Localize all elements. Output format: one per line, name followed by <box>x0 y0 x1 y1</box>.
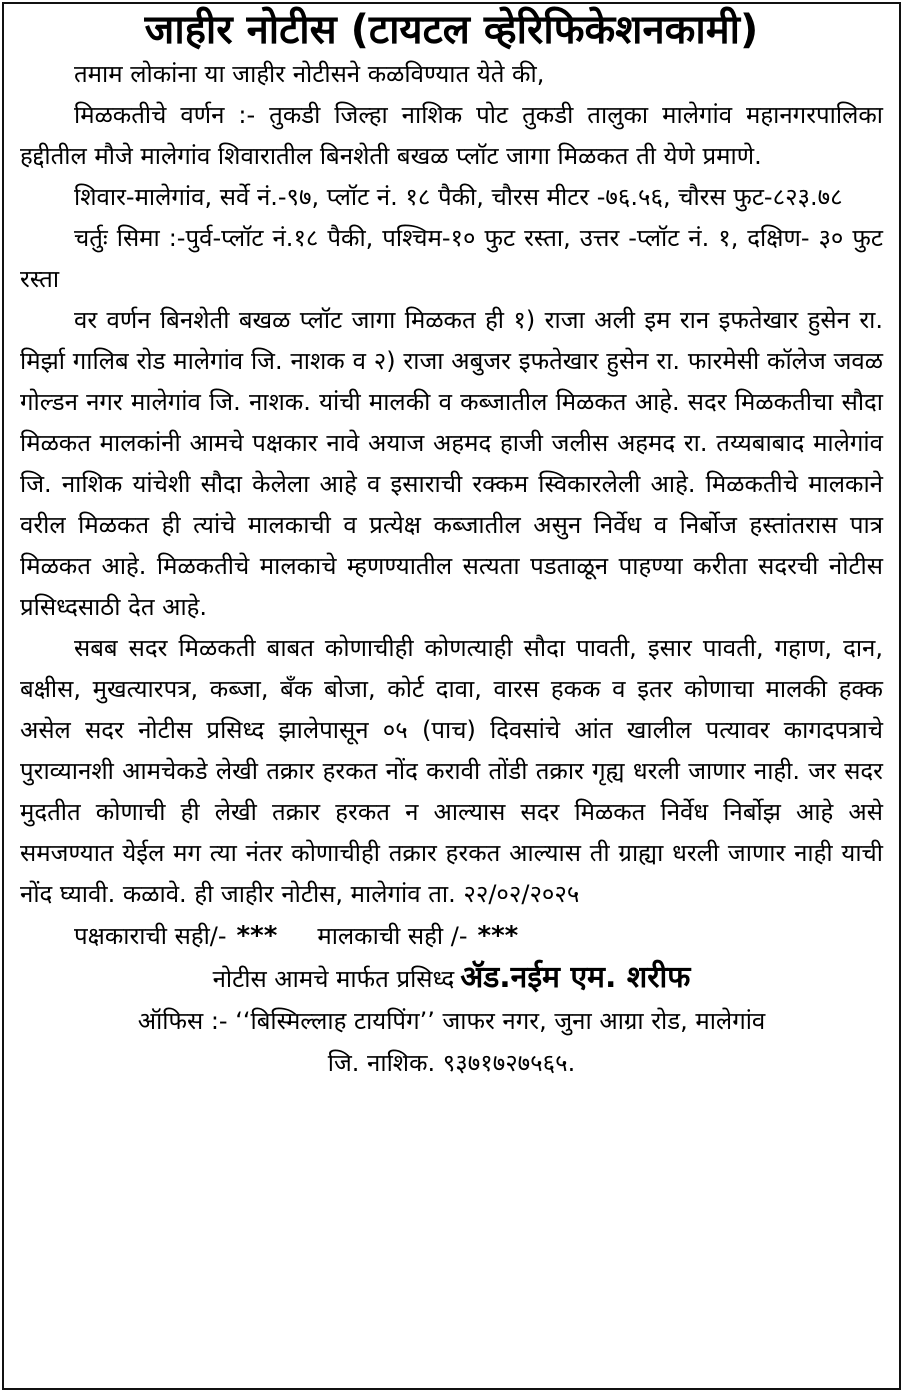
client-signature-mark: *** <box>236 921 278 951</box>
ownership-paragraph: वर वर्णन बिनशेती बखळ प्लॉट जागा मिळकत ही १) राजा अली इम रान इफतेखार हुसेन रा. मिर्झा गालिब रोड मालेगांव जि. नाशक व २) राजा अबुजर इफतेखार हुसेन रा. फारमेसी कॉलेज जवळ गोल्डन नगर मालेगांव जि. नाशक. यांची मालकी व कब्जातील मिळकत आहे. सदर मिळकतीचा सौदा मिळकत मालकांनी आमचे पक्षकार नावे अयाज अहमद हाजी जलीस अहमद रा. तय्यबाबाद मालेगांव जि. नाशिक यांचेशी सौदा केलेला आहे व इसाराची रक्कम स्विकारलेली आहे. मिळकतीचे मालकाने वरील मिळकत ही त्यांचे मालकाची व प्रत्येक्ष कब्जातील असुन निर्वेध व निर्बोज हस्तांतरास पात्र मिळकत आहे. मिळकतीचे मालकाचे म्हणण्यातील सत्यता पडताळून पाहण्या करीता सदरची नोटीस प्रसिध्दसाठी देत आहे. <box>20 306 883 621</box>
client-signature-label: पक्षकाराची सही/- <box>74 922 227 950</box>
notice-intro: तमाम लोकांना या जाहीर नोटीसने कळविण्यात येते की, <box>74 60 545 88</box>
property-description: मिळकतीचे वर्णन :- तुकडी जिल्हा नाशिक पोट तुकडी तालुका मालेगांव महानगरपालिका हद्दीतील मौजे मालेगांव शिवारातील बिनशेती बखळ प्लॉट जागा मिळकत ती येणे प्रमाणे. <box>20 101 883 170</box>
owner-signature-mark: *** <box>477 921 519 951</box>
advocate-name: ॲड.नईम एम. शरीफ <box>460 960 691 995</box>
signature-row <box>20 915 883 957</box>
objection-paragraph: सबब सदर मिळकती बाबत कोणाचीही कोणत्याही सौदा पावती, इसार पावती, गहाण, दान, बक्षीस, मुखत्यारपत्र, कब्जा, बँक बोजा, कोर्ट दावा, वारस हकक व इतर कोणाचा मालकी हक्क असेल सदर नोटीस प्रसिध्द झालेपासून ०५ (पाच) दिवसांचे आंत खालील पत्यावर कागदपत्राचे पुराव्यानशी आमचेकडे लेखी तक्रार हरकत नोंद करावी तोंडी तक्रार गृह्य धरली जाणार नाही. जर सदर मुदतीत कोणाची ही लेखी तक्रार हरकत न आल्यास सदर मिळकत निर्वेध निर्बोझ आहे असे समजण्यात येईल मग त्या नंतर कोणाचीही तक्रार हरकत आल्यास ती ग्राह्या धरली जाणार नाही याची नोंद घ्यावी. कळावे. ही जाहीर नोटीस, मालेगांव ता. २२/०२/२०२५ <box>20 634 883 908</box>
owner-signature-label: मालकाची सही /- <box>317 922 468 950</box>
survey-details: शिवार-मालेगांव, सर्वे नं.-९७, प्लॉट नं. १८ पैकी, चौरस मीटर -७६.५६, चौरस फुट-८२३.७८ <box>74 183 843 211</box>
notice-title: जाहीर नोटीस (टायटल व्हेरिफिकेशनकामी) <box>144 7 759 53</box>
notice-box <box>2 2 901 1390</box>
publisher-line <box>20 957 883 1000</box>
boundaries: चर्तुः सिमा :-पुर्व-प्लॉट नं.१८ पैकी, पश्चिम-१० फुट रस्ता, उत्तर -प्लॉट नं. १, दक्षिण- ३० फुट रस्ता <box>20 224 883 293</box>
publisher-prefix: नोटीस आमचे मार्फत प्रसिध्द <box>212 965 455 993</box>
district-phone: जि. नाशिक. ९३७१७२७५६५. <box>327 1049 576 1077</box>
office-address: ऑफिस :- ‘‘बिस्मिल्लाह टायपिंग’’ जाफर नगर, जुना आग्रा रोड, मालेगांव <box>137 1007 766 1035</box>
